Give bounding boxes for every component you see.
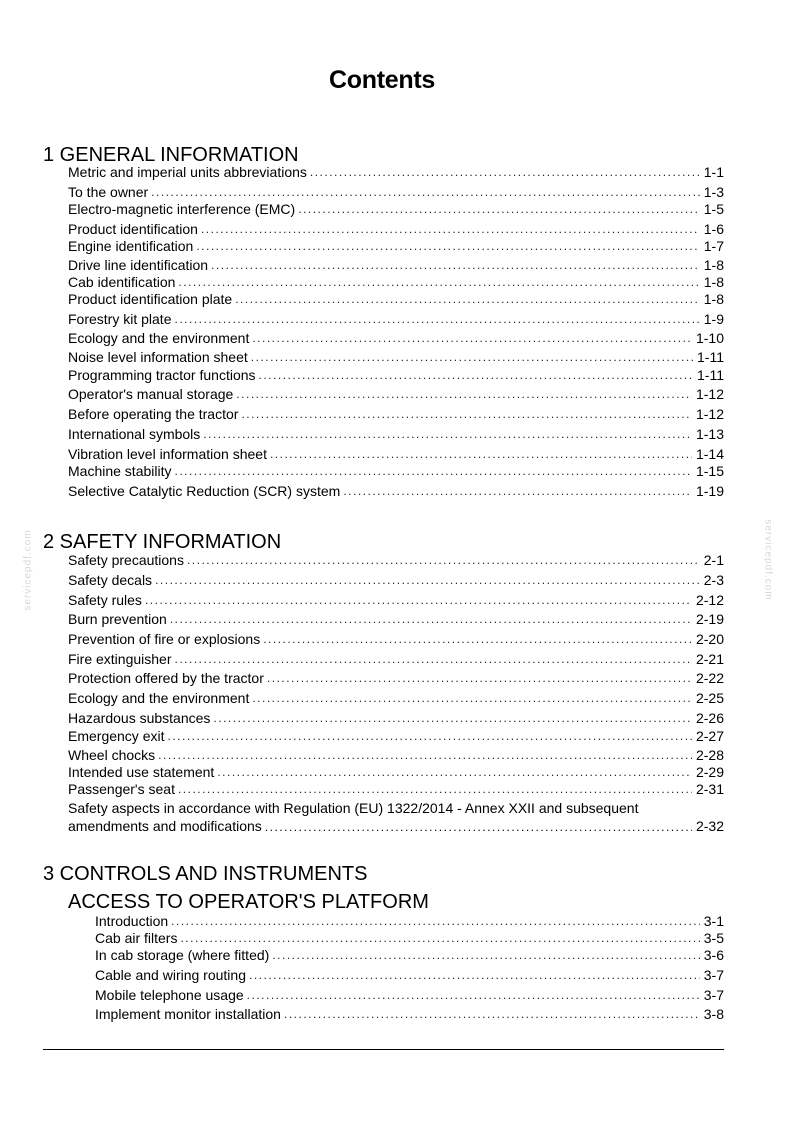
toc-entry[interactable] — [68, 611, 724, 628]
section-title-general-information: 1 GENERAL INFORMATION — [43, 144, 299, 166]
toc-entry[interactable] — [68, 747, 724, 764]
toc-entry[interactable] — [68, 426, 724, 443]
watermark-right: servicepdf.com — [762, 519, 774, 601]
toc-entry-label: Product identification — [68, 221, 198, 237]
toc-entry[interactable] — [68, 238, 724, 255]
toc-entry-label: Metric and imperial units abbreviations — [68, 164, 307, 180]
section-title-controls-and-instruments: 3 CONTROLS AND INSTRUMENTS — [43, 863, 368, 885]
dot-leader — [170, 611, 692, 628]
toc-entry[interactable] — [95, 947, 724, 964]
toc-entry-page: 3-1 — [703, 913, 724, 929]
toc-entry-page: 1-9 — [703, 311, 724, 327]
watermark-left: servicepdf.com — [22, 529, 34, 611]
dot-leader — [171, 913, 700, 930]
toc-entry-label-line2: amendments and modifications — [68, 818, 262, 834]
toc-entry-page: 2-20 — [695, 631, 724, 647]
page-title: Contents — [329, 66, 435, 94]
toc-entry-page: 1-14 — [695, 446, 724, 462]
toc-entry-page: 3-5 — [703, 930, 724, 946]
toc-entry-page: 2-27 — [695, 728, 724, 744]
toc-entry-page: 1-12 — [695, 386, 724, 402]
toc-entry-page: 2-29 — [695, 764, 724, 780]
toc-entry[interactable] — [68, 446, 724, 463]
toc-entry-label: Engine identification — [68, 238, 194, 254]
toc-entry-label: Protection offered by the tractor — [68, 670, 264, 686]
dot-leader — [213, 710, 692, 727]
toc-entry-page: 3-7 — [703, 987, 724, 1003]
toc-entry[interactable] — [68, 463, 724, 480]
toc-entry-label: Programming tractor functions — [68, 367, 256, 383]
toc-entry[interactable] — [68, 690, 724, 707]
toc-entry-label: Drive line identification — [68, 257, 209, 273]
toc-entry-page: 1-8 — [703, 274, 724, 290]
toc-entry[interactable] — [95, 1006, 724, 1023]
toc-entry[interactable] — [68, 184, 724, 201]
toc-entry-page: 1-13 — [695, 426, 724, 442]
dot-leader — [249, 967, 700, 984]
dot-leader — [187, 552, 700, 569]
toc-entry-label: Ecology and the environment — [68, 330, 250, 346]
toc-entry[interactable] — [68, 631, 724, 648]
toc-entry[interactable] — [68, 572, 724, 589]
toc-entry-page: 2-25 — [695, 690, 724, 706]
toc-entry[interactable] — [68, 349, 724, 366]
toc-entry-label: Wheel chocks — [68, 747, 156, 763]
dot-leader — [265, 818, 692, 835]
toc-entry-label: Intended use statement — [68, 764, 215, 780]
toc-entry[interactable] — [68, 781, 724, 798]
dot-leader — [252, 690, 692, 707]
toc-entry-page: 2-19 — [695, 611, 724, 627]
toc-entry[interactable] — [68, 257, 724, 274]
toc-entry-label: Ecology and the environment — [68, 690, 250, 706]
toc-entry[interactable] — [68, 670, 724, 687]
dot-leader — [241, 406, 692, 423]
dot-leader — [259, 367, 693, 384]
toc-entry[interactable] — [68, 406, 724, 423]
toc-entry-page: 2-31 — [695, 781, 724, 797]
dot-leader — [180, 930, 699, 947]
toc-entry-label: Cab identification — [68, 274, 176, 290]
toc-entry-label: Cable and wiring routing — [95, 967, 246, 983]
toc-entry-page: 1-10 — [695, 330, 724, 346]
toc-entry-label: Selective Catalytic Reduction (SCR) system — [68, 483, 341, 499]
toc-entry[interactable] — [68, 728, 724, 745]
toc-entry-label: Electro-magnetic interference (EMC) — [68, 201, 296, 217]
toc-entry-page: 1-19 — [695, 483, 724, 499]
toc-entry[interactable] — [68, 164, 724, 181]
toc-entry[interactable] — [68, 311, 724, 328]
toc-entry-page: 1-8 — [703, 291, 724, 307]
toc-entry-label: Safety rules — [68, 592, 142, 608]
toc-entry-label: Emergency exit — [68, 728, 165, 744]
toc-entry-page: 1-11 — [697, 349, 724, 365]
dot-leader — [310, 164, 700, 181]
toc-entry-label: Hazardous substances — [68, 710, 211, 726]
toc-entry-multiline[interactable] — [68, 799, 724, 835]
dot-leader — [178, 781, 692, 798]
toc-entry-label: Prevention of fire or explosions — [68, 631, 261, 647]
dot-leader — [158, 747, 692, 764]
toc-entry-label: Safety precautions — [68, 552, 184, 568]
toc-entry-page: 2-1 — [703, 552, 724, 568]
toc-entry-page: 3-7 — [703, 967, 724, 983]
toc-entry-label: International symbols — [68, 426, 201, 442]
toc-entry-page: 1-7 — [703, 238, 724, 254]
dot-leader — [270, 446, 692, 463]
toc-entry-line2 — [68, 817, 724, 835]
toc-entry-label: Safety decals — [68, 572, 153, 588]
dot-leader — [236, 386, 692, 403]
toc-entry-page: 1-6 — [703, 221, 724, 237]
toc-entry-label: Mobile telephone usage — [95, 987, 244, 1003]
toc-entry[interactable] — [95, 987, 724, 1004]
toc-entry-page: 1-12 — [695, 406, 724, 422]
toc-entry-page: 1-8 — [703, 257, 724, 273]
toc-entry[interactable] — [68, 274, 724, 291]
toc-entry-label: Introduction — [95, 913, 169, 929]
footer-rule — [43, 1049, 724, 1050]
toc-entry[interactable] — [95, 913, 724, 930]
toc-entry-label: Machine stability — [68, 463, 172, 479]
toc-entry[interactable] — [68, 651, 724, 668]
dot-leader — [203, 426, 692, 443]
toc-entry-label: Forestry kit plate — [68, 311, 172, 327]
toc-entry[interactable] — [68, 291, 724, 308]
toc-entry-label: Implement monitor installation — [95, 1006, 281, 1022]
dot-leader — [175, 651, 692, 668]
toc-entry-page: 2-28 — [695, 747, 724, 763]
toc-entry[interactable] — [68, 330, 724, 347]
dot-leader — [196, 238, 699, 255]
toc-entry-label: Before operating the tractor — [68, 406, 239, 422]
toc-entry[interactable] — [68, 764, 724, 781]
toc-entry-label: Cab air filters — [95, 930, 178, 946]
toc-entry[interactable] — [95, 930, 724, 947]
toc-entry-page: 2-22 — [695, 670, 724, 686]
dot-leader — [217, 764, 692, 781]
dot-leader — [251, 349, 693, 366]
dot-leader — [298, 201, 700, 218]
dot-leader — [343, 483, 692, 500]
dot-leader — [284, 1006, 700, 1023]
toc-entry[interactable] — [68, 367, 724, 384]
dot-leader — [267, 670, 692, 687]
section-title-safety-information: 2 SAFETY INFORMATION — [43, 531, 282, 553]
dot-leader — [263, 631, 692, 648]
toc-entry[interactable] — [95, 967, 724, 984]
toc-entry-page: 2-12 — [695, 592, 724, 608]
toc-entry-label: Burn prevention — [68, 611, 167, 627]
toc-entry-page: 1-15 — [695, 463, 724, 479]
toc-entry[interactable] — [68, 552, 724, 569]
toc-entry-label: Operator's manual storage — [68, 386, 234, 402]
toc-entry-page: 3-8 — [703, 1006, 724, 1022]
dot-leader — [167, 728, 691, 745]
dot-leader — [235, 291, 700, 308]
toc-entry-label: In cab storage (where fitted) — [95, 947, 270, 963]
dot-leader — [155, 572, 700, 589]
toc-entry-label: Passenger's seat — [68, 781, 175, 797]
dot-leader — [247, 987, 700, 1004]
dot-leader — [178, 274, 699, 291]
subsection-title-access-to-operators-platform: ACCESS TO OPERATOR'S PLATFORM — [68, 891, 429, 913]
toc-entry-page: 2-26 — [695, 710, 724, 726]
toc-entry[interactable] — [68, 592, 724, 609]
dot-leader — [211, 257, 700, 274]
toc-entry-label-line1: Safety aspects in accordance with Regulation (EU) 1322/2014 - Annex XXII and subsequent — [68, 800, 639, 816]
dot-leader — [201, 221, 700, 238]
toc-entry-page: 1-3 — [703, 184, 724, 200]
dot-leader — [175, 463, 692, 480]
toc-entry-page: 1-5 — [703, 201, 724, 217]
dot-leader — [272, 947, 699, 964]
toc-entry-label: To the owner — [68, 184, 149, 200]
toc-entry-label: Noise level information sheet — [68, 349, 248, 365]
toc-entry[interactable] — [68, 710, 724, 727]
toc-entry-page: 2-32 — [695, 818, 724, 834]
toc-entry-page: 2-3 — [703, 572, 724, 588]
toc-entry[interactable] — [68, 483, 724, 500]
toc-entry-page: 1-11 — [697, 367, 724, 383]
toc-entry-page: 3-6 — [703, 947, 724, 963]
dot-leader — [252, 330, 692, 347]
toc-entry-label: Fire extinguisher — [68, 651, 172, 667]
toc-entry[interactable] — [68, 386, 724, 403]
toc-entry-page: 2-21 — [695, 651, 724, 667]
dot-leader — [174, 311, 699, 328]
dot-leader — [151, 184, 700, 201]
toc-entry-page: 1-1 — [703, 164, 724, 180]
toc-entry-label: Product identification plate — [68, 291, 233, 307]
toc-entry[interactable] — [68, 201, 724, 218]
toc-entry-label: Vibration level information sheet — [68, 446, 267, 462]
toc-entry[interactable] — [68, 221, 724, 238]
dot-leader — [145, 592, 692, 609]
